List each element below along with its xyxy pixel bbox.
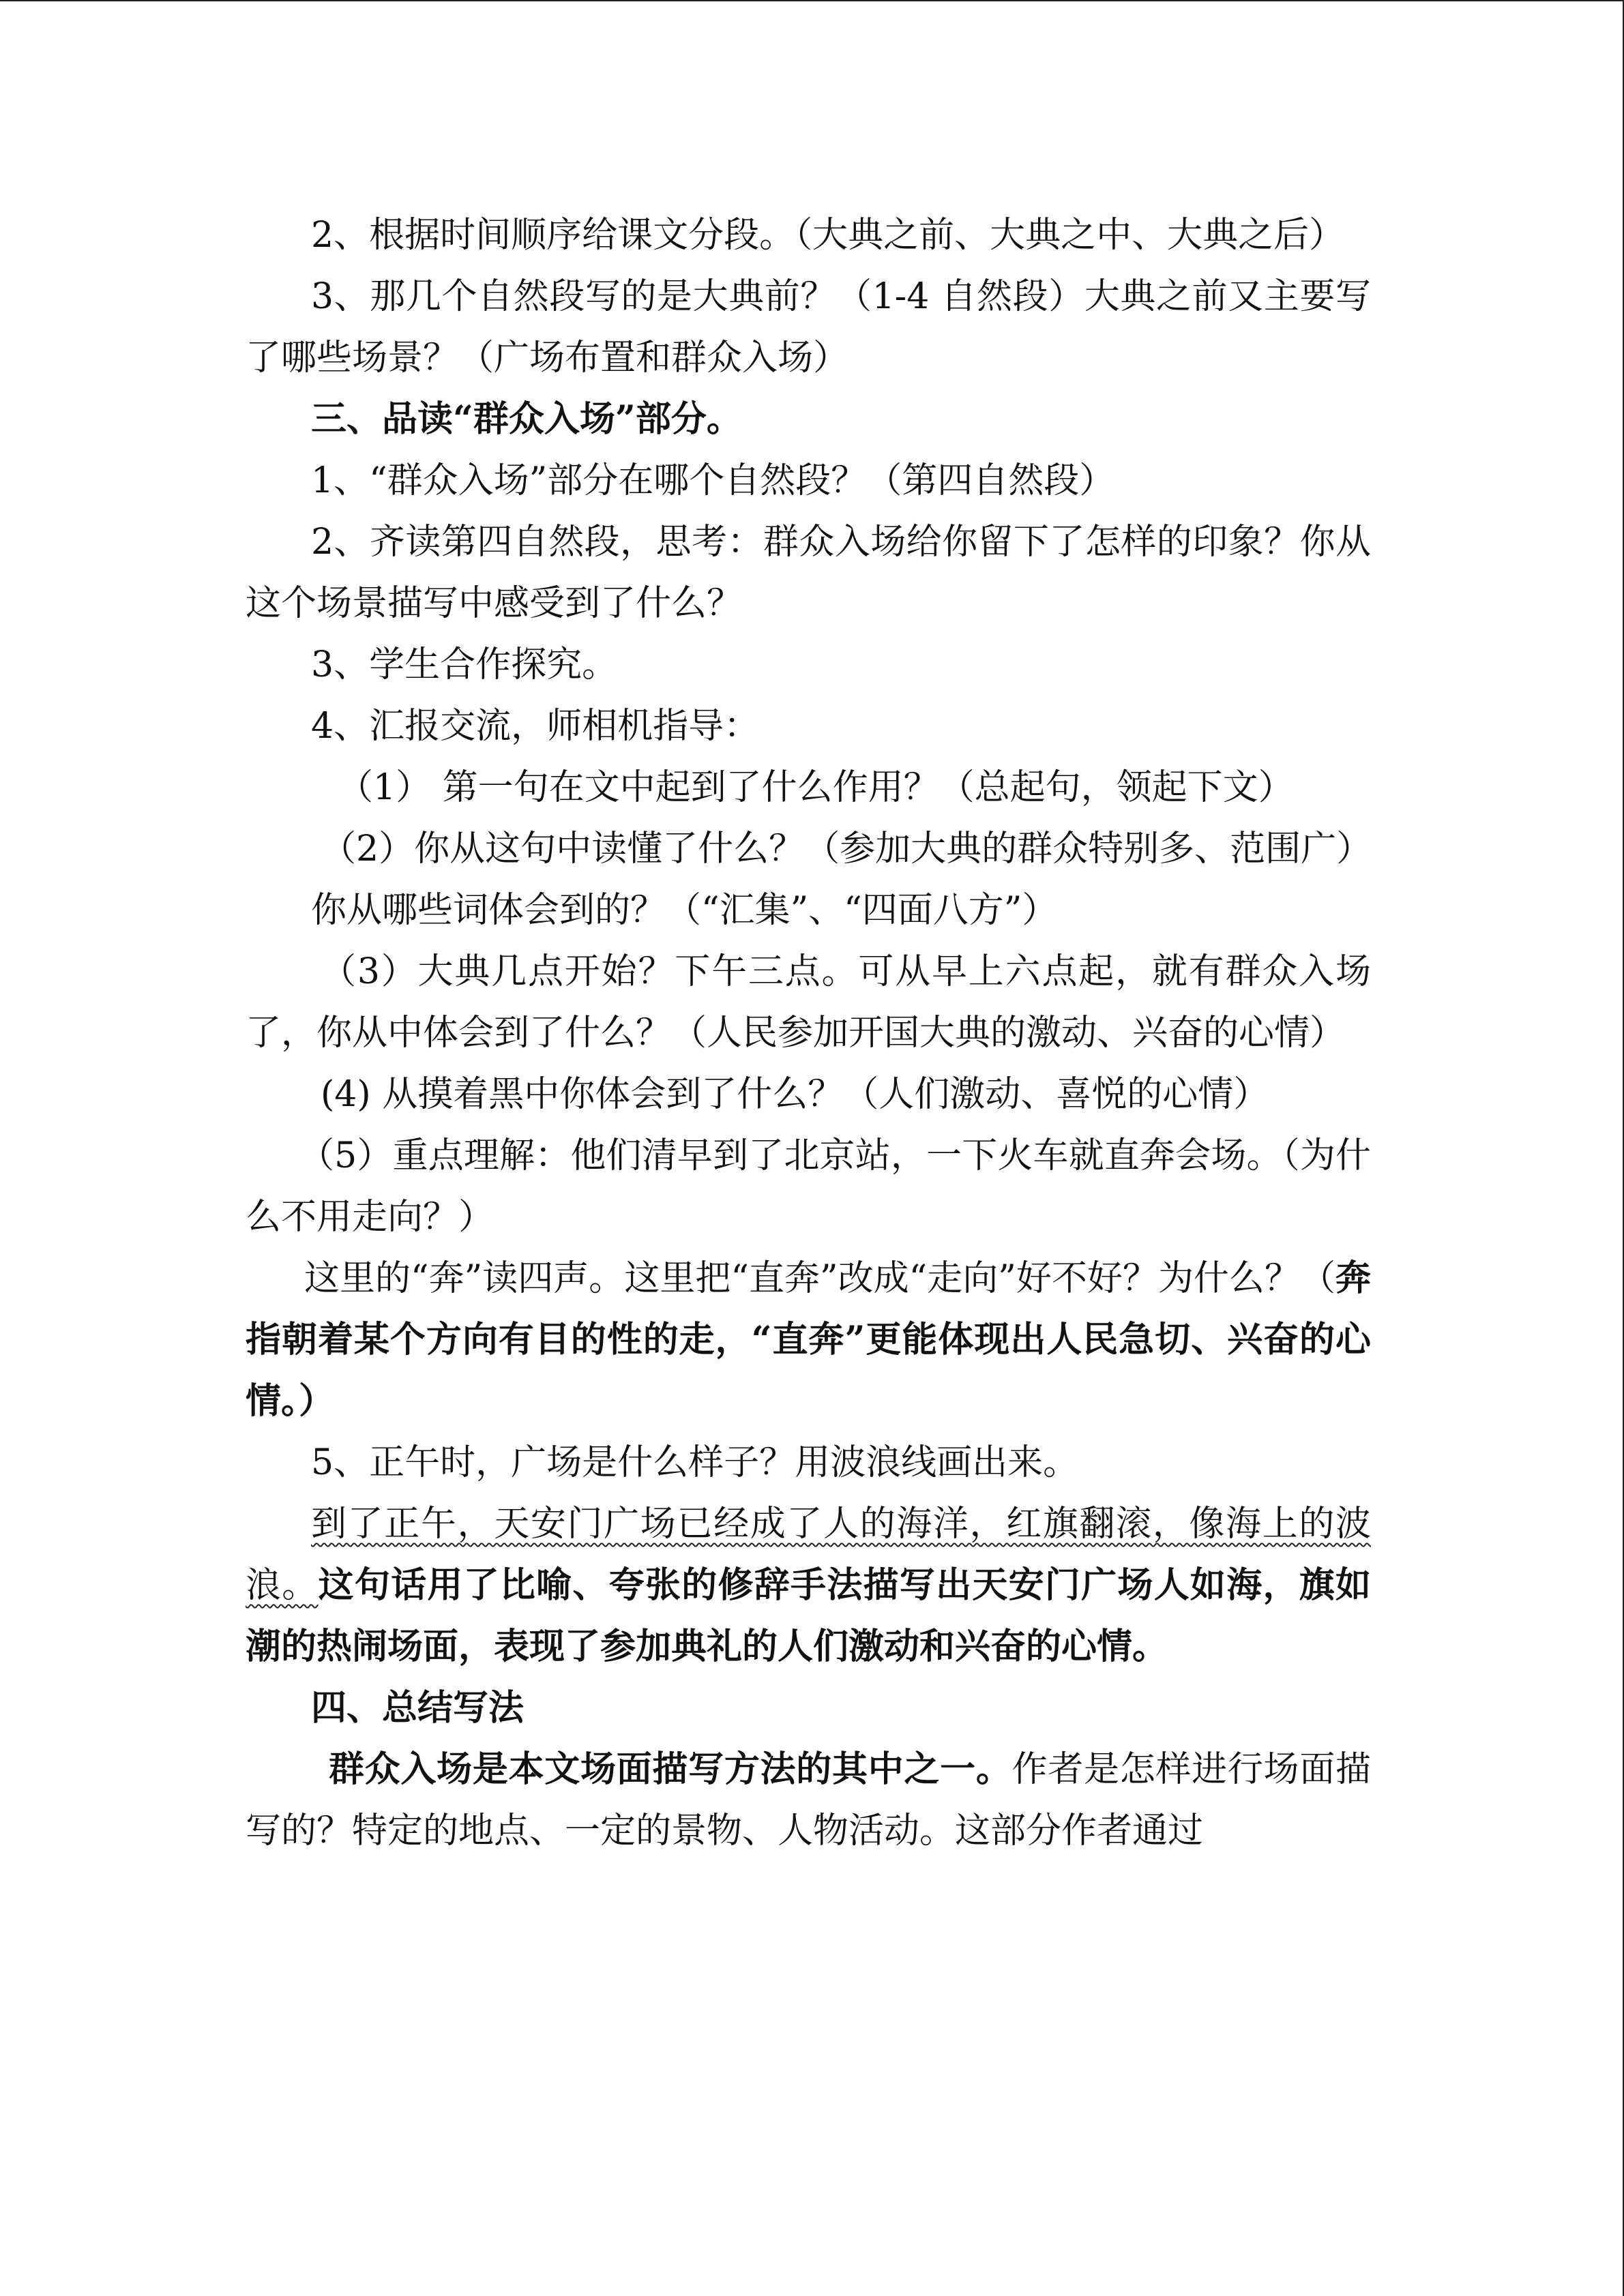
answer-bold: 奔指朝着某个方向有目的性的走，“直奔”更能体现出人民急切、兴奋的心情。） bbox=[246, 1257, 1371, 1422]
wavy-underlined-quote: 到了正午，天安门广场已经成了人的海洋，红旗翻滚，像海上的波浪。 bbox=[246, 1504, 1371, 1606]
section-heading-3: 三、品读“群众入场”部分。 bbox=[311, 398, 742, 440]
paragraph-3-4: 4、汇报交流，师相机指导： bbox=[311, 706, 760, 747]
summary-text: 作者是怎样进行场面描写的？特定的地点、一定的景物、人物活动。这部分作者通过 bbox=[246, 1749, 1371, 1851]
section-heading-4: 四、总结写法 bbox=[311, 1687, 525, 1729]
paragraph-sub-5-note bbox=[246, 1248, 1371, 1432]
paragraph-3-1: 1、“群众入场”部分在哪个自然段？（第四自然段） bbox=[311, 460, 1115, 501]
analysis-bold: 这句话用了比喻、夸张的修辞手法描写出天安门广场人如海，旗如潮的热闹场面，表现了参加典礼的人们激动和兴奋的心情。 bbox=[246, 1564, 1371, 1667]
summary-bold: 群众入场是本文场面描写方法的其中之一。 bbox=[329, 1748, 1012, 1790]
paragraph-3-5: 5、正午时，广场是什么样子？用波浪线画出来。 bbox=[311, 1442, 1079, 1483]
paragraph-1: 2、根据时间顺序给课文分段。（大典之前、大典之中、大典之后） bbox=[311, 215, 1345, 256]
paragraph-sub-4: (4) 从摸着黑中你体会到了什么？（人们激动、喜悦的心情） bbox=[321, 1074, 1269, 1115]
paragraph-3-3: 3、学生合作探究。 bbox=[311, 644, 618, 685]
paragraph-sub-1: （1） 第一句在文中起到了什么作用？（总起句，领起下文） bbox=[338, 767, 1294, 808]
document-body bbox=[246, 205, 1371, 1862]
paragraph-sub-2: （2）你从这句中读懂了什么？（参加大典的群众特别多、范围广） bbox=[321, 829, 1372, 869]
paragraph-sub-5: （5）重点理解：他们清早到了北京站，一下火车就直奔会场。（为什么不用走向？） bbox=[246, 1135, 1371, 1238]
paragraph-3-2: 2、齐读第四自然段，思考：群众入场给你留下了怎样的印象？你从这个场景描写中感受到了什么？ bbox=[246, 522, 1371, 624]
paragraph-4-1 bbox=[246, 1739, 1371, 1862]
paragraph-quote bbox=[246, 1493, 1371, 1678]
paragraph-2: 3、那几个自然段写的是大典前？（1-4 自然段）大典之前又主要写了哪些场景？（广场布置和群众入场） bbox=[246, 276, 1371, 378]
paragraph-sub-3: （3）大典几点开始？下午三点。可从早上六点起，就有群众入场了，你从中体会到了什么？（人民参加开国大典的激动、兴奋的心情） bbox=[246, 951, 1371, 1054]
paragraph-sub-2-note: 你从哪些词体会到的？（“汇集”、“四面八方”） bbox=[311, 890, 1058, 931]
question-text: 这里的“奔”读四声。这里把“直奔”改成“走向”好不好？为什么？（ bbox=[304, 1258, 1335, 1299]
